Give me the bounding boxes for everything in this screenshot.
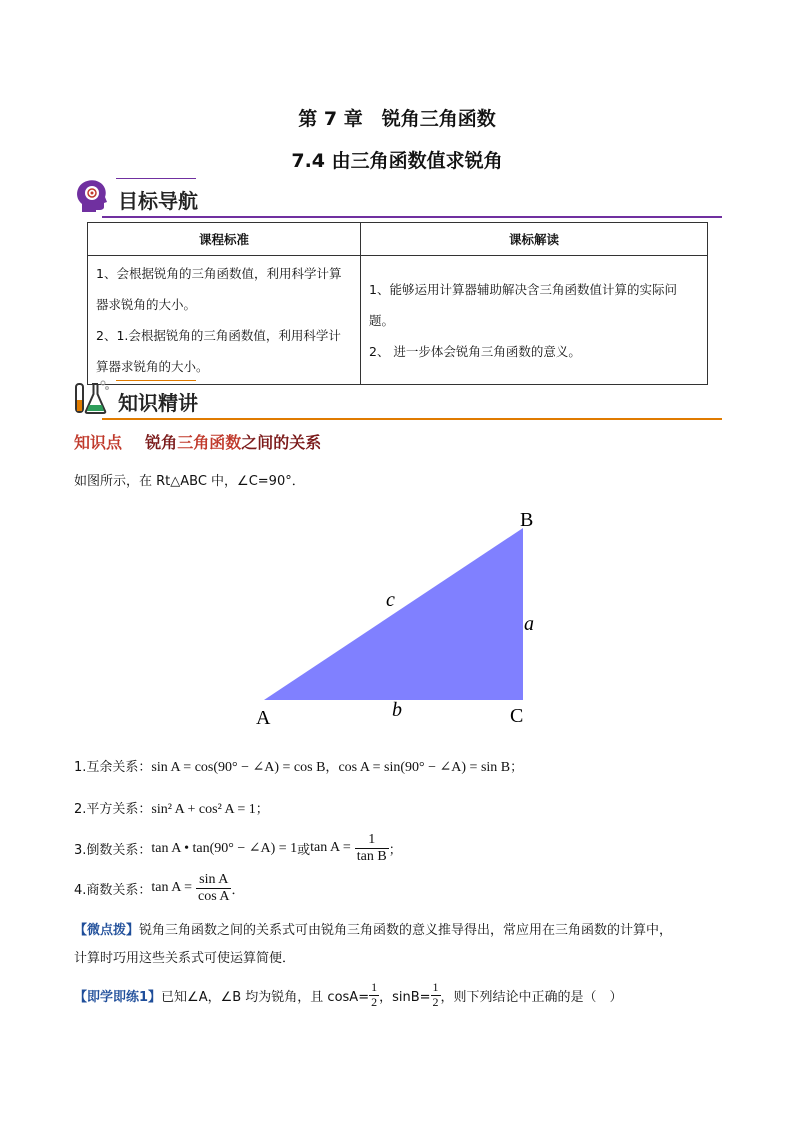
interpretation-item: 2、 进一步体会锐角三角函数的意义。 — [369, 343, 581, 359]
goal-section-header — [72, 178, 722, 218]
punctuation: ； — [388, 842, 402, 858]
exercise-text: ，sinB= — [379, 989, 431, 1005]
column-header-standards: 课程标准 — [88, 223, 361, 256]
knowledge-point-title-prefix: 锐角 — [145, 433, 178, 452]
interpretation-item: 1、能够运用计算器辅助解决含三角函数值计算的实际问题。 — [369, 281, 677, 328]
fraction — [196, 872, 232, 904]
fraction-denominator: tan B — [356, 848, 387, 864]
knowledge-section-title: 知识精讲 — [118, 391, 198, 415]
fraction-denominator: 2 — [432, 994, 439, 1009]
exercise-text: 已知∠A，∠B 均为锐角，且 cosA= — [161, 989, 370, 1005]
standard-item: 1、会根据锐角的三角函数值，利用科学计算器求锐角的大小。 — [96, 266, 342, 312]
relation-square — [74, 798, 269, 818]
knowledge-point-label: 知识点 — [74, 433, 123, 452]
goal-section-title: 目标导航 — [118, 189, 198, 213]
vertex-label-a: A — [256, 707, 271, 729]
knowledge-point-title — [74, 430, 321, 453]
exercise-text: ，则下列结论中正确的是（ ） — [440, 989, 623, 1005]
relation-formula: sin² A + cos² A = 1 — [151, 802, 256, 817]
knowledge-point-title-highlight: 三角函数 — [177, 433, 242, 452]
connector-text: 或 — [297, 842, 311, 858]
relation-label: 1.互余关系： — [74, 760, 152, 775]
triangle-figure — [240, 500, 560, 735]
tip-text: 锐角三角函数之间的关系式可由锐角三角函数的意义推导得出，常应用在三角函数的计算中， — [139, 923, 673, 938]
triangle-abc — [264, 528, 523, 700]
relation-reciprocal — [74, 828, 402, 868]
tip-text: 计算时巧用这些关系式可使运算简便． — [74, 951, 296, 966]
fraction — [369, 981, 379, 1008]
table-header-row — [88, 223, 708, 256]
relation-quotient — [74, 868, 245, 908]
side-label-c: c — [386, 589, 395, 611]
fraction-numerator: 1 — [355, 832, 389, 848]
relation-formula: cos A = sin(90° − ∠A) = sin B — [338, 760, 511, 775]
brain-head-icon — [72, 176, 112, 216]
relation-label: 4.商数关系： — [74, 882, 152, 898]
intro-text: 如图所示，在 Rt△ABC 中，∠C=90°． — [74, 474, 305, 489]
knowledge-section-header — [72, 380, 722, 420]
punctuation: ． — [231, 882, 245, 898]
relation-formula: tan A = — [310, 840, 351, 855]
fraction-numerator: sin A — [196, 872, 232, 888]
standard-item: 2、1.会根据锐角的三角函数值，利用科学计算器求锐角的大小。 — [96, 328, 341, 374]
chapter-title: 第 7 章 锐角三角函数 — [298, 108, 496, 130]
relation-complementary — [74, 756, 523, 776]
lab-flask-icon — [72, 378, 112, 418]
goal-table — [87, 222, 708, 385]
tip-block — [74, 917, 724, 973]
relation-formula: sin A = cos(90° − ∠A) = cos B — [151, 760, 326, 775]
relation-label: 3.倒数关系： — [74, 842, 152, 858]
fraction-numerator: 1 — [432, 980, 439, 995]
fraction-denominator: 2 — [371, 994, 378, 1009]
side-label-b: b — [392, 699, 402, 721]
fraction — [431, 981, 441, 1008]
interpretation-cell — [361, 256, 708, 385]
vertex-label-c: C — [510, 705, 524, 727]
exercise-block — [74, 978, 623, 1012]
table-row — [88, 256, 708, 385]
standards-cell — [88, 256, 361, 385]
vertex-label-b: B — [520, 509, 534, 531]
exercise-label: 【即学即练1】 — [74, 989, 162, 1005]
fraction-numerator: 1 — [371, 980, 378, 995]
separator: ， — [325, 760, 339, 775]
relation-label: 2.平方关系： — [74, 802, 152, 817]
fraction-denominator: cos A — [197, 888, 230, 904]
fraction — [355, 832, 389, 864]
column-header-interpretation: 课标解读 — [361, 223, 708, 256]
knowledge-point-title-suffix: 之间的关系 — [241, 433, 322, 452]
section-title: 7.4 由三角函数值求锐角 — [291, 150, 503, 172]
relation-formula: tan A = — [151, 880, 192, 895]
punctuation: ； — [255, 802, 269, 817]
punctuation: ； — [510, 760, 524, 775]
side-label-a: a — [524, 613, 534, 635]
tip-label: 【微点拨】 — [74, 923, 140, 938]
relation-formula: tan A • tan(90° − ∠A) = 1 — [151, 840, 298, 856]
